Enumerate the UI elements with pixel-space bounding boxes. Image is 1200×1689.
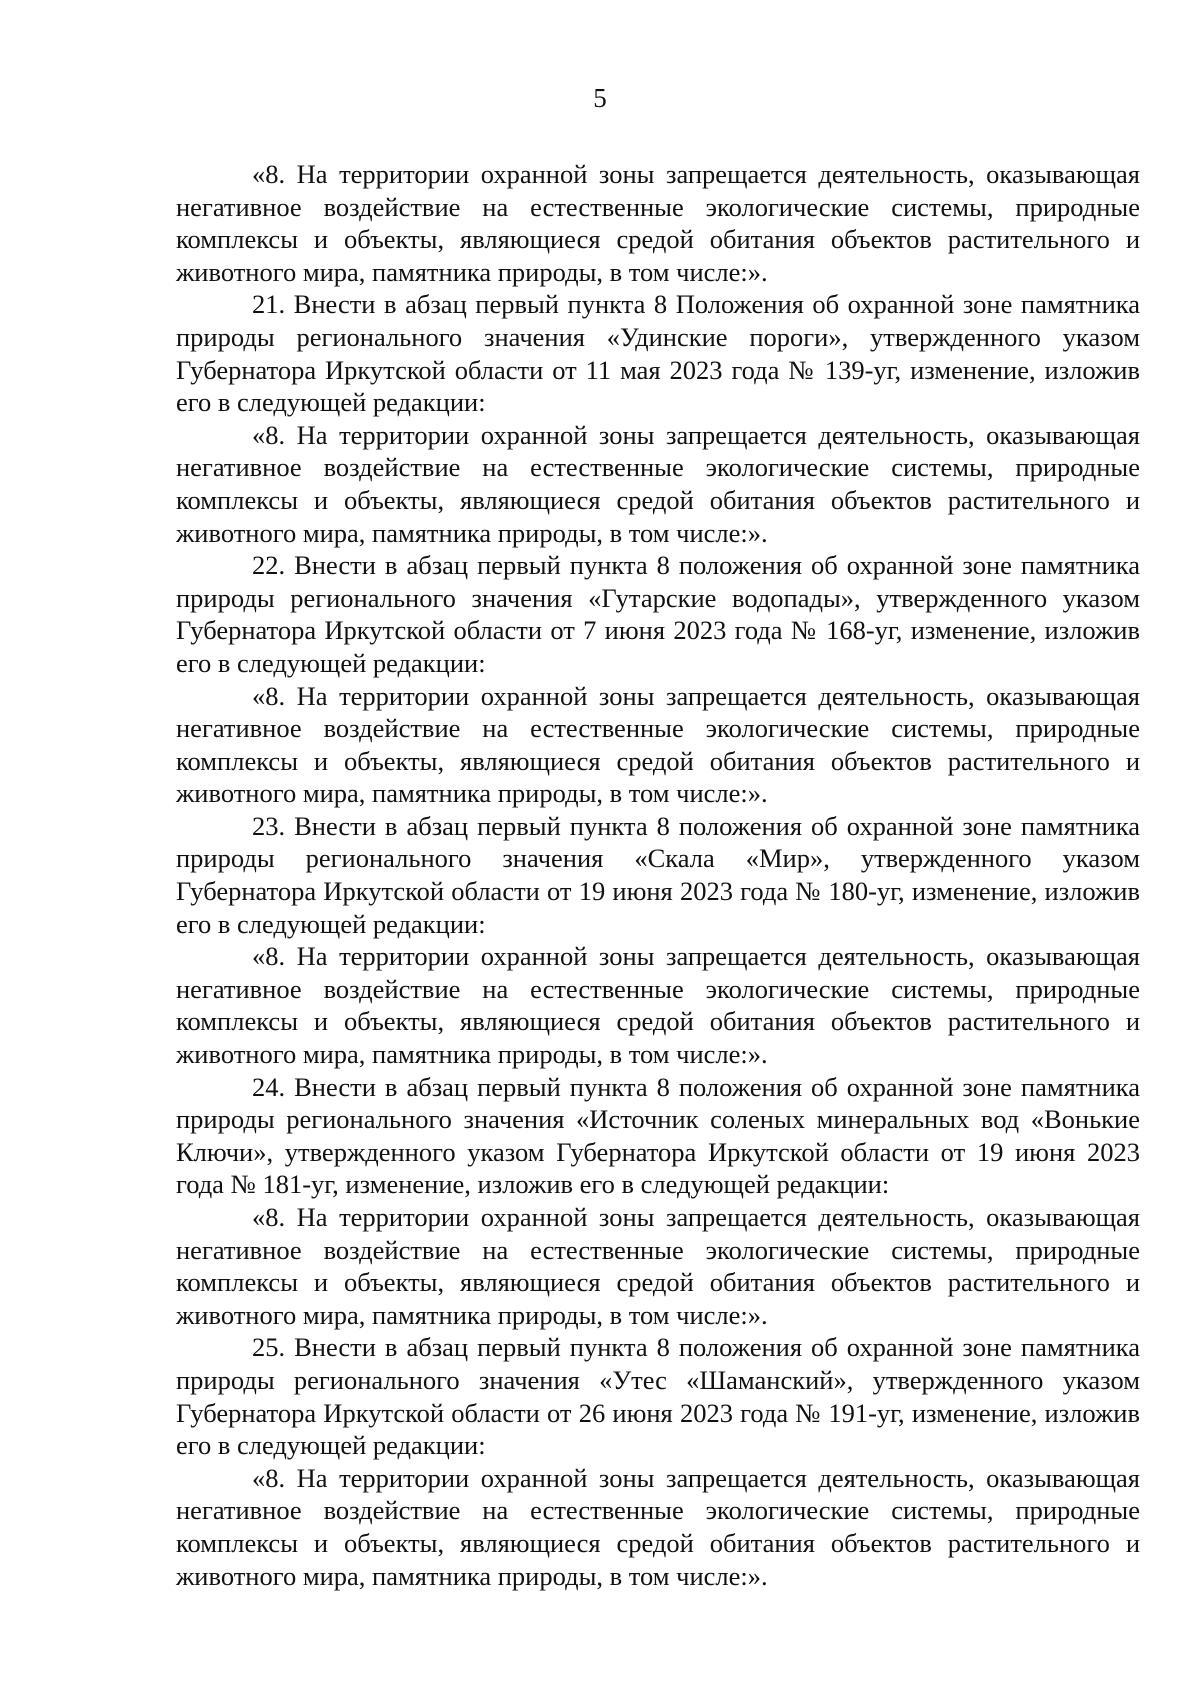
paragraph-quote: «8. На территории охранной зоны запрещается деятельность, оказывающая негативное воздействие на естественные экологические системы, природные комплексы и объекты, являющиеся средой обитания объектов растительного и животного мира, памятника природы, в том числе:». [176,680,1140,809]
paragraph-quote: «8. На территории охранной зоны запрещается деятельность, оказывающая негативное воздействие на естественные экологические системы, природные комплексы и объекты, являющиеся средой обитания объектов растительного и животного мира, памятника природы, в том числе:». [176,1462,1140,1591]
paragraph-item-22: 22. Внести в абзац первый пункта 8 положения об охранной зоне памятника природы регионального значения «Гутарские водопады», утвержденного указом Губернатора Иркутской области от 7 июня 2023 года № 168-уг, изменение, изложив его в следующей редакции: [176,550,1140,678]
paragraph-item-24: 24. Внести в абзац первый пункта 8 положения об охранной зоне памятника природы регионального значения «Источник соленых минеральных вод «Вонькие Ключи», утвержденного указом Губернатора Иркутской области от 19 июня 2023 года № 181-уг, изменение, изложив его в следующей редакции: [176,1071,1140,1200]
document-body [176,158,1140,1592]
paragraph-quote: «8. На территории охранной зоны запрещается деятельность, оказывающая негативное воздействие на естественные экологические системы, природные комплексы и объекты, являющиеся средой обитания объектов растительного и животного мира, памятника природы, в том числе:». [176,419,1140,548]
paragraph-item-21: 21. Внести в абзац первый пункта 8 Положения об охранной зоне памятника природы регионального значения «Удинские пороги», утвержденного указом Губернатора Иркутской области от 11 мая 2023 года № 139-уг, изменение, изложив его в следующей редакции: [176,289,1140,418]
paragraph-item-25: 25. Внести в абзац первый пункта 8 положения об охранной зоне памятника природы регионального значения «Утес «Шаманский», утвержденного указом Губернатора Иркутской области от 26 июня 2023 года № 191-уг, изменение, изложив его в следующей редакции: [176,1332,1140,1461]
page-number: 5 [593,83,607,113]
paragraph-quote: «8. На территории охранной зоны запрещается деятельность, оказывающая негативное воздействие на естественные экологические системы, природные комплексы и объекты, являющиеся средой обитания объектов растительного и животного мира, памятника природы, в том числе:». [176,1202,1140,1330]
paragraph-quote: «8. На территории охранной зоны запрещается деятельность, оказывающая негативное воздействие на естественные экологические системы, природные комплексы и объекты, являющиеся средой обитания объектов растительного и животного мира, памятника природы, в том числе:». [176,941,1140,1070]
paragraph-item-23: 23. Внести в абзац первый пункта 8 положения об охранной зоне памятника природы регионального значения «Скала «Мир», утвержденного указом Губернатора Иркутской области от 19 июня 2023 года № 180-уг, изменение, изложив его в следующей редакции: [176,810,1140,939]
paragraph-quote: «8. На территории охранной зоны запрещается деятельность, оказывающая негативное воздействие на естественные экологические системы, природные комплексы и объекты, являющиеся средой обитания объектов растительного и животного мира, памятника природы, в том числе:». [176,159,1140,287]
